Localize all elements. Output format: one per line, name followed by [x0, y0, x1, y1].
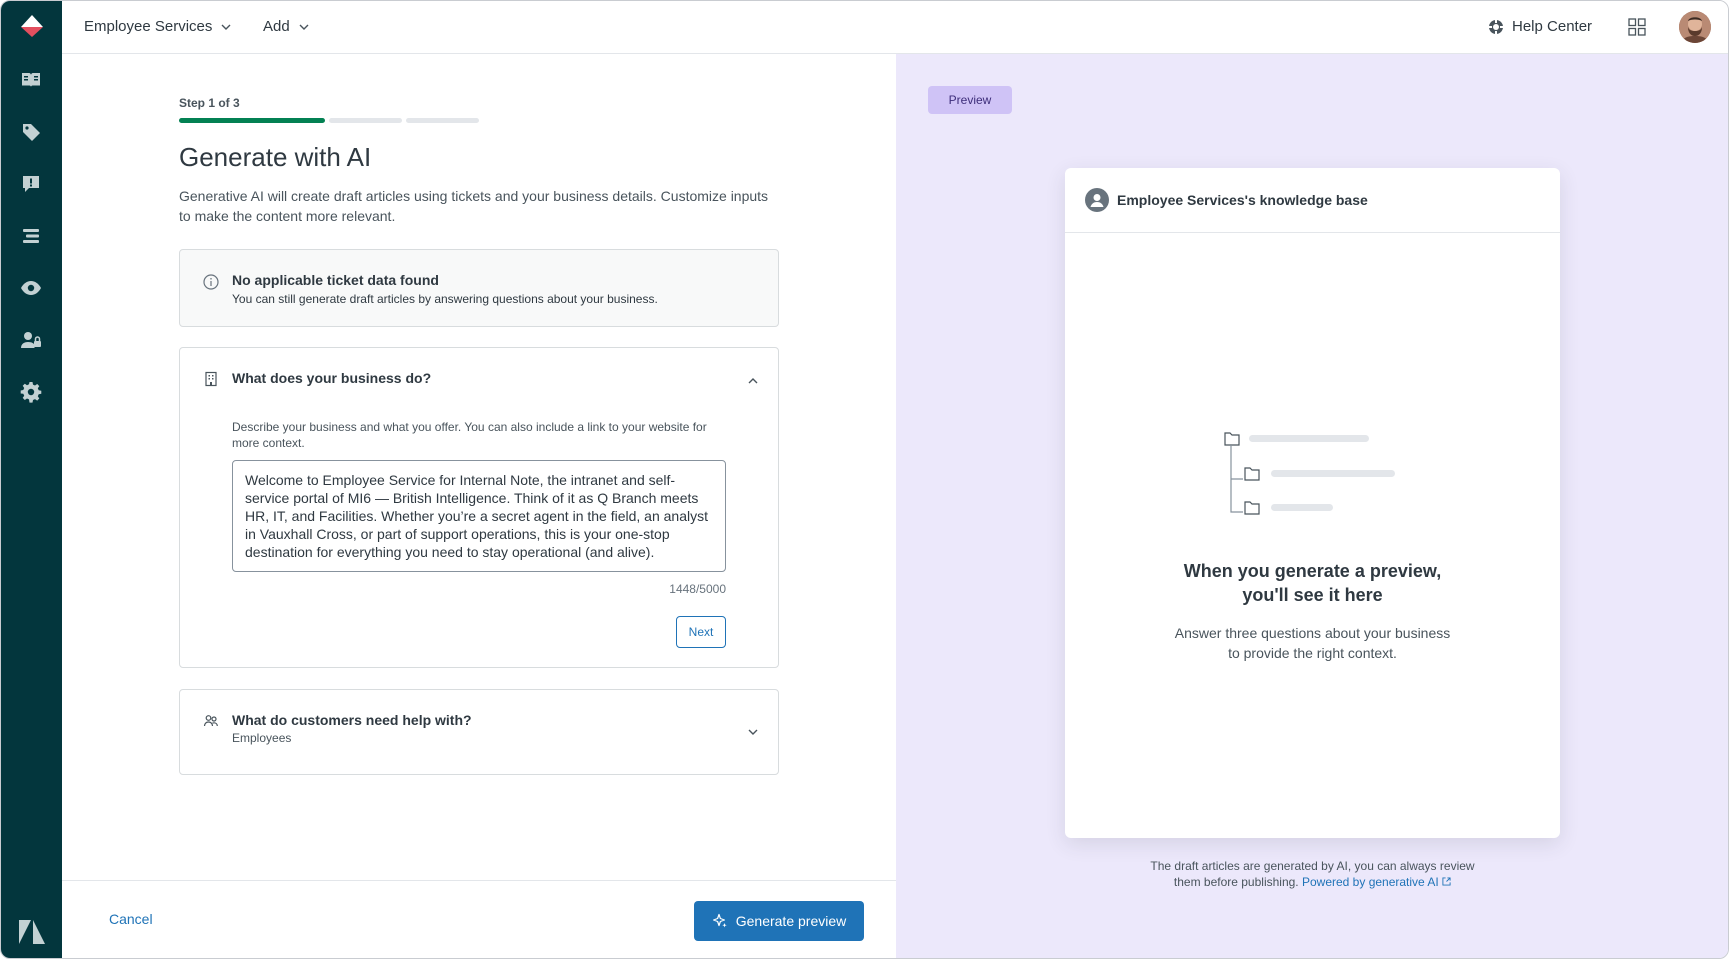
progress-step-2: [329, 118, 402, 123]
workspace-menu[interactable]: [84, 18, 232, 35]
avatar[interactable]: [1679, 11, 1711, 43]
alert-chat-icon: [20, 173, 42, 195]
progress-step-1: [179, 118, 325, 123]
chevron-down-icon: [220, 21, 232, 33]
sidebar-item-user-permissions[interactable]: [16, 325, 46, 355]
empty-title-line-1: When you generate a preview,: [1183, 561, 1442, 581]
empty-state-subtitle: [1065, 623, 1560, 663]
disclaimer-line-1: The draft articles are generated by AI, you can always review: [1150, 859, 1475, 873]
next-button[interactable]: Next: [676, 616, 726, 648]
business-hint: Describe your business and what you offer. You can also include a link to your website for more context.: [232, 420, 707, 450]
top-bar: [62, 1, 1728, 54]
kb-card-header: [1065, 168, 1560, 233]
stacked-lines-icon: [20, 225, 42, 247]
disclaimer-line-2: [1065, 874, 1560, 890]
help-center-label: Help Center: [1512, 18, 1593, 35]
user-avatar-icon: [1679, 11, 1711, 43]
customers-question-title: What do customers need help with?: [232, 712, 472, 728]
add-menu[interactable]: [263, 18, 310, 35]
add-label: Add: [263, 18, 290, 35]
business-description-input[interactable]: [232, 460, 726, 572]
help-center-link[interactable]: [1488, 18, 1592, 35]
help-center-icon: [1488, 19, 1504, 35]
page-title: Generate with AI: [179, 142, 372, 172]
wizard-panel: [62, 54, 896, 959]
business-accordion: [179, 347, 779, 668]
sidebar-item-knowledge[interactable]: [16, 65, 46, 95]
users-icon: [203, 713, 219, 729]
generative-ai-link[interactable]: [1302, 875, 1451, 889]
empty-sub-line-2: to provide the right context.: [1228, 645, 1397, 661]
apps-grid-icon[interactable]: [1628, 18, 1646, 36]
chevron-down-icon: [298, 21, 310, 33]
generate-preview-label: Generate preview: [735, 913, 847, 929]
tag-icon: [20, 121, 42, 143]
gear-icon: [20, 381, 42, 403]
step-progress: [179, 118, 479, 123]
wizard-footer: [62, 880, 896, 959]
sidebar: [1, 1, 62, 959]
user-circle-icon: [1085, 188, 1109, 212]
notice-title: No applicable ticket data found: [232, 272, 439, 288]
sidebar-item-preview[interactable]: [16, 273, 46, 303]
sparkle-icon: [712, 913, 728, 929]
open-book-icon: [20, 69, 42, 91]
ai-disclaimer: [1065, 858, 1560, 890]
knowledge-base-preview-card: [1065, 168, 1560, 838]
workspace-label: Employee Services: [84, 18, 213, 35]
disclaimer-text: them before publishing.: [1173, 875, 1299, 889]
building-icon: [203, 371, 219, 387]
customers-accordion[interactable]: [179, 689, 779, 775]
empty-sub-line-1: Answer three questions about your business: [1174, 625, 1451, 641]
business-question-title: What does your business do?: [232, 370, 432, 386]
user-lock-icon: [20, 329, 42, 351]
customers-answer: Employees: [232, 731, 292, 745]
sidebar-item-arrange[interactable]: [16, 221, 46, 251]
step-label: Step 1 of 3: [179, 96, 240, 110]
progress-step-3: [406, 118, 479, 123]
chevron-down-icon[interactable]: [747, 726, 759, 738]
character-counter: 1448/5000: [669, 582, 726, 596]
sidebar-item-tags[interactable]: [16, 117, 46, 147]
no-ticket-data-notice: [179, 249, 779, 327]
page-description: Generative AI will create draft articles using tickets and your business details. Customize inputs to make the content more relevant.: [179, 188, 769, 224]
zendesk-logo-icon[interactable]: [17, 919, 47, 945]
sidebar-item-alerts[interactable]: [16, 169, 46, 199]
chevron-up-icon[interactable]: [747, 375, 759, 387]
cancel-button[interactable]: Cancel: [109, 911, 153, 927]
sidebar-item-settings[interactable]: [16, 377, 46, 407]
empty-title-line-2: you'll see it here: [1242, 585, 1383, 605]
preview-panel: [896, 54, 1729, 959]
generate-preview-button[interactable]: [694, 901, 864, 941]
external-link-icon: [1442, 877, 1451, 886]
guide-logo-icon[interactable]: [17, 13, 47, 41]
eye-icon: [20, 277, 42, 299]
info-icon: [203, 274, 219, 290]
generative-ai-link-label: Powered by generative AI: [1301, 875, 1439, 889]
empty-state-title: [1065, 559, 1560, 607]
folder-tree-illustration: [1223, 428, 1403, 518]
notice-body: You can still generate draft articles by answering questions about your business.: [232, 292, 658, 306]
kb-title: Employee Services's knowledge base: [1117, 192, 1368, 208]
preview-tag: Preview: [928, 86, 1012, 114]
